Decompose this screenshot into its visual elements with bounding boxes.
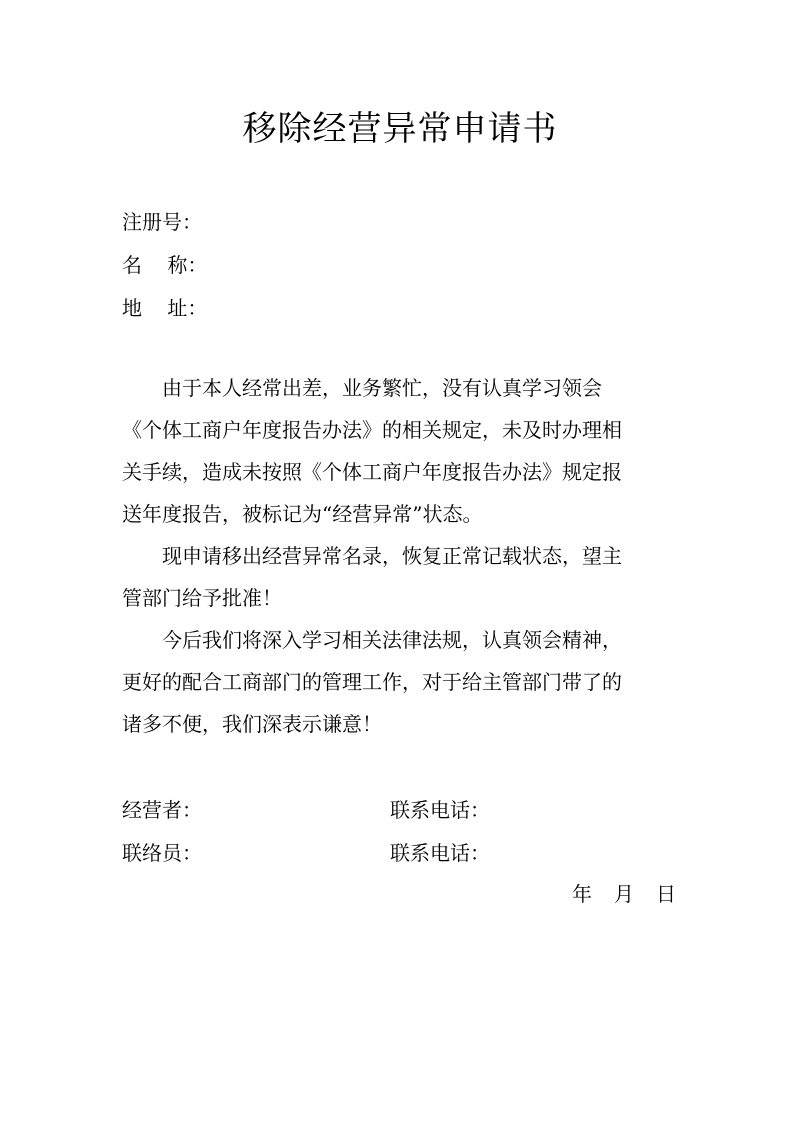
paragraph-line: 关手续，造成未按照《个体工商户年度报告办法》规定报 xyxy=(122,460,622,484)
paragraph-line: 管部门给予批准！ xyxy=(122,586,282,610)
date-line xyxy=(572,880,676,908)
contact-person-label: 联络员： xyxy=(122,841,202,865)
contact-phone-label: 联系电话： xyxy=(390,841,490,865)
date-year-label: 年 xyxy=(572,882,592,906)
name-label: 名 称： xyxy=(122,253,208,277)
date-month-label: 月 xyxy=(614,882,634,906)
paragraph-line: 今后我们将深入学习相关法律法规，认真领会精神， xyxy=(162,628,622,652)
paragraph-line: 现申请移出经营异常名录，恢复正常记载状态，望主 xyxy=(162,544,622,568)
operator-label: 经营者： xyxy=(122,798,202,822)
paragraph-line: 《个体工商户年度报告办法》的相关规定，未及时办理相 xyxy=(122,418,622,442)
paragraph-line: 诸多不便，我们深表示谦意！ xyxy=(122,712,382,736)
paragraph-line: 送年度报告，被标记为“经营异常”状态。 xyxy=(122,502,483,526)
document-title: 移除经营异常申请书 xyxy=(242,109,558,149)
paragraph-commitment xyxy=(122,619,662,745)
address-label: 地 址： xyxy=(122,296,208,320)
date-day-label: 日 xyxy=(656,882,676,906)
paragraph-line: 由于本人经常出差，业务繁忙，没有认真学习领会 xyxy=(162,376,602,400)
registration-number-label: 注册号： xyxy=(122,210,202,234)
paragraph-line: 更好的配合工商部门的管理工作，对于给主管部门带了的 xyxy=(122,670,622,694)
operator-phone-label: 联系电话： xyxy=(390,798,490,822)
paragraph-request xyxy=(122,535,662,619)
paragraph-reason xyxy=(122,367,662,535)
